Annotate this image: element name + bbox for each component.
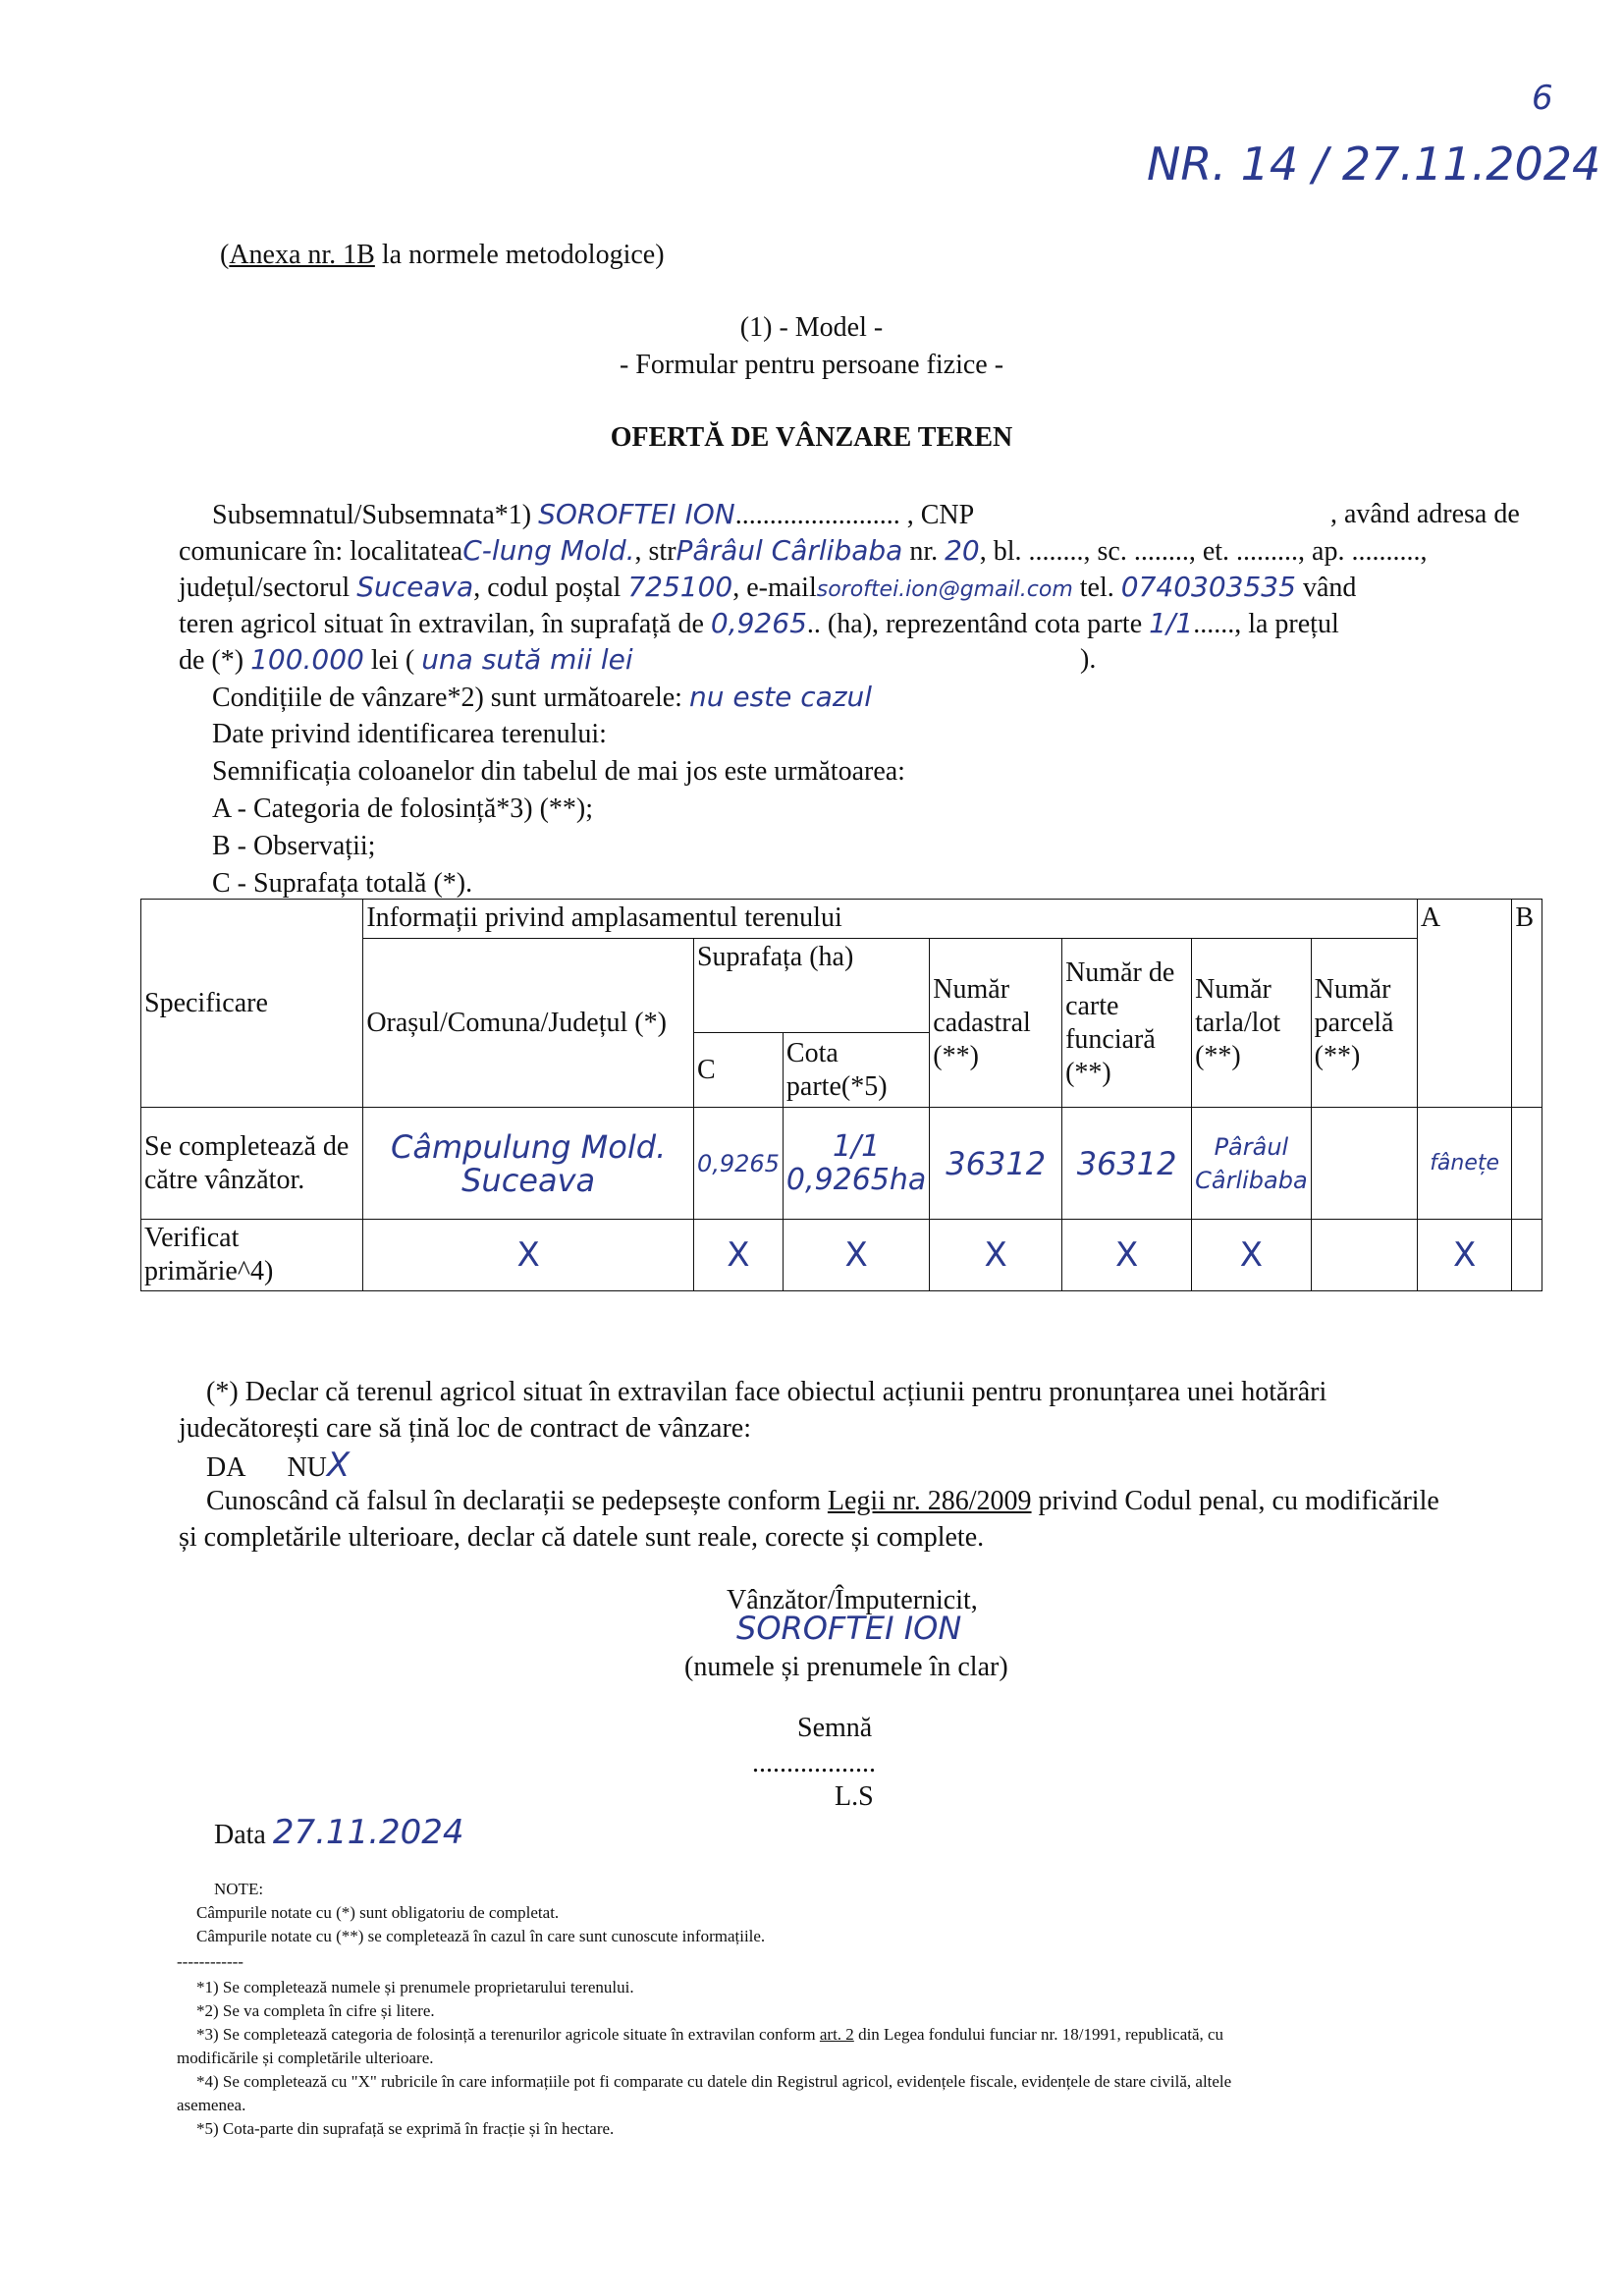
street-value: Pârâul Cârlibaba (676, 534, 903, 567)
footnote-5: *5) Cota-parte din suprafață se exprimă în fracție și în hectare. (196, 2119, 615, 2138)
law-link[interactable]: Legii nr. 286/2009 (827, 1486, 1032, 1516)
seller-role: Vânzător/Împuternicit, (727, 1585, 978, 1615)
legend-b: B - Observații; (212, 831, 376, 861)
line-suprafata: teren agricol situat în extravilan, în suprafață de 0,9265.. (ha), reprezentând cota parte 1/1......, la prețul (179, 607, 1339, 639)
verified-category-mark: X (1417, 1220, 1511, 1291)
footnote-1: *1) Se completează numele și prenumele proprietarului terenului. (196, 1978, 634, 1996)
legend-a: A - Categoria de folosință*3) (**); (212, 793, 594, 824)
price-value: 100.000 (250, 643, 364, 676)
land-info-table (140, 899, 1542, 1291)
page-number: 6 (1532, 79, 1553, 118)
article-link[interactable]: art. 2 (819, 2025, 854, 2044)
footnote-3c: modificările și completările ulterioare. (177, 2049, 434, 2067)
row-seller-label: Se completează de către vânzător. (141, 1108, 363, 1220)
seller-name: SOROFTEI ION (538, 498, 735, 530)
street-number-value: 20 (945, 534, 980, 567)
option-da: DA (206, 1452, 246, 1483)
model-label: (1) - Model - (739, 312, 884, 343)
declaration-p1b: judecătorești care să țină loc de contract de vânzare: (179, 1413, 752, 1444)
date-field: Data 27.11.2024 (214, 1813, 464, 1852)
county-value: Suceava (356, 571, 474, 603)
verified-city-mark: X (363, 1220, 694, 1291)
locality-value: C-lung Mold. (462, 534, 635, 567)
header-parcel: Număr parcelă (**) (1311, 939, 1417, 1108)
verified-cadastral-mark: X (930, 1220, 1062, 1291)
option-nu: NU (287, 1452, 327, 1483)
verified-parcel-cell (1311, 1220, 1417, 1291)
header-city: Orașul/Comuna/Județul (*) (363, 939, 694, 1108)
footnote-4: *4) Se completează cu "X" rubricile în care informațiile pot fi comparate cu datele din Registrul agricol, evidențele fiscale, evidențele de stare civilă, altele (196, 2072, 1232, 2091)
verified-land-book-mark: X (1062, 1220, 1192, 1291)
email-value: soroftei.ion@gmail.com (816, 577, 1073, 602)
row-seller-parcel (1311, 1108, 1417, 1220)
header-c: C (693, 1033, 783, 1108)
row-seller-area: 0,9265 (693, 1108, 783, 1220)
footnote-2: *2) Se va completa în cifre și litere. (196, 2001, 435, 2020)
legend-c: C - Suprafața totală (*). (212, 868, 473, 899)
line-subsemnatul: Subsemnatul/Subsemnata*1) SOROFTEI ION........................ , CNP (212, 498, 975, 530)
row-seller-city: Câmpulung Mold. Suceava (363, 1108, 694, 1220)
footnote-4b: asemenea. (177, 2096, 246, 2114)
row-seller-share: 1/1 0,9265ha (783, 1108, 929, 1220)
da-nu-options (206, 1448, 350, 1486)
signature-dots: .................. (752, 1748, 876, 1778)
line-conditii: Condițiile de vânzare*2) sunt următoarele: nu este cazul (212, 681, 873, 713)
header-tarla: Număr tarla/lot (**) (1192, 939, 1312, 1108)
row-seller-land-book: 36312 (1062, 1108, 1192, 1220)
header-b: B (1512, 900, 1542, 1108)
header-specificare: Specificare (141, 900, 363, 1108)
verified-tarla-mark: X (1192, 1220, 1312, 1291)
price-words-value: una sută mii lei (421, 643, 633, 676)
verified-observations-cell (1512, 1220, 1542, 1291)
row-verified-label: Verificat primărie^4) (141, 1220, 363, 1291)
row-seller-category: fânețe (1417, 1108, 1511, 1220)
footnote-3: *3) Se completează categoria de folosință a terenurilor agricole situate în extravilan conform art. 2 din Legea fondului funciar nr. 18/1991, republicată, cu (196, 2025, 1224, 2044)
declaration-p1: (*) Declar că terenul agricol situat în extravilan face obiectul acțiunii pentru pronunțarea unei hotărâri (206, 1377, 1327, 1407)
header-share: Cota parte(*5) (783, 1033, 929, 1108)
row-seller-observations (1512, 1108, 1542, 1220)
ls-label: L.S (835, 1781, 874, 1812)
row-seller-tarla: Pârâul Cârlibaba (1192, 1108, 1312, 1220)
verified-area-mark: X (693, 1220, 783, 1291)
line-pret: de (*) 100.000 lei ( una sută mii lei (179, 643, 633, 676)
price-close: ). (1080, 644, 1097, 675)
verified-share-mark: X (783, 1220, 929, 1291)
line-date-teren: Date privind identificarea terenului: (212, 719, 607, 749)
address-label: , având adresa de (1330, 499, 1520, 529)
date-value: 27.11.2024 (272, 1813, 464, 1852)
notes-title: NOTE: (214, 1880, 264, 1898)
note-2: Câmpurile notate cu (**) se completează în cazul în care sunt cunoscute informațiile. (196, 1927, 766, 1945)
annex-reference: (Anexa nr. 1B la normele metodologice) (220, 240, 665, 270)
annex-link[interactable]: Anexa nr. 1B (229, 240, 375, 270)
note-1: Câmpurile notate cu (*) sunt obligatoriu de completat. (196, 1903, 560, 1922)
registration-number: NR. 14 / 27.11.2024 (1147, 137, 1601, 191)
phone-value: 0740303535 (1120, 571, 1296, 603)
conditions-value: nu este cazul (688, 681, 873, 713)
seller-printed-name: SOROFTEI ION (736, 1610, 962, 1647)
header-location-info: Informații privind amplasamentul terenului (363, 900, 1418, 939)
header-cadastral: Număr cadastral (**) (930, 939, 1062, 1108)
line-semnificatia: Semnificația coloanelor din tabelul de mai jos este următoarea: (212, 756, 905, 787)
signature-label: Semnă (797, 1713, 873, 1743)
form-type: - Formular pentru persoane fizice - (619, 350, 1004, 380)
postal-code-value: 725100 (627, 571, 733, 603)
header-a: A (1417, 900, 1511, 1108)
row-seller-cadastral: 36312 (930, 1108, 1062, 1220)
line-judet: județul/sectorul Suceava, codul poștal 725100, e-mailsoroftei.ion@gmail.com tel. 0740303535 vând (179, 571, 1357, 603)
notes-separator: ------------ (177, 1952, 243, 1971)
header-land-book: Număr de carte funciară (**) (1062, 939, 1192, 1108)
nu-mark: X (326, 1446, 351, 1485)
declaration-p2c: și completările ulterioare, declar că datele sunt reale, corecte și complete. (179, 1522, 985, 1553)
declaration-p2: Cunoscând că falsul în declarații se pedepsește conform Legii nr. 286/2009 privind Codul penal, cu modificările (206, 1486, 1439, 1516)
name-hint: (numele și prenumele în clar) (684, 1652, 1008, 1682)
line-localitate: comunicare în: localitateaC-lung Mold., strPârâul Cârlibaba nr. 20, bl. ........, sc. ........, et. ........., ap. .........., (179, 534, 1428, 567)
share-value: 1/1 (1149, 607, 1194, 639)
area-value: 0,9265 (710, 607, 807, 639)
document-title: OFERTĂ DE VÂNZARE TEREN (610, 422, 1013, 453)
header-area: Suprafața (ha) (693, 939, 929, 1033)
